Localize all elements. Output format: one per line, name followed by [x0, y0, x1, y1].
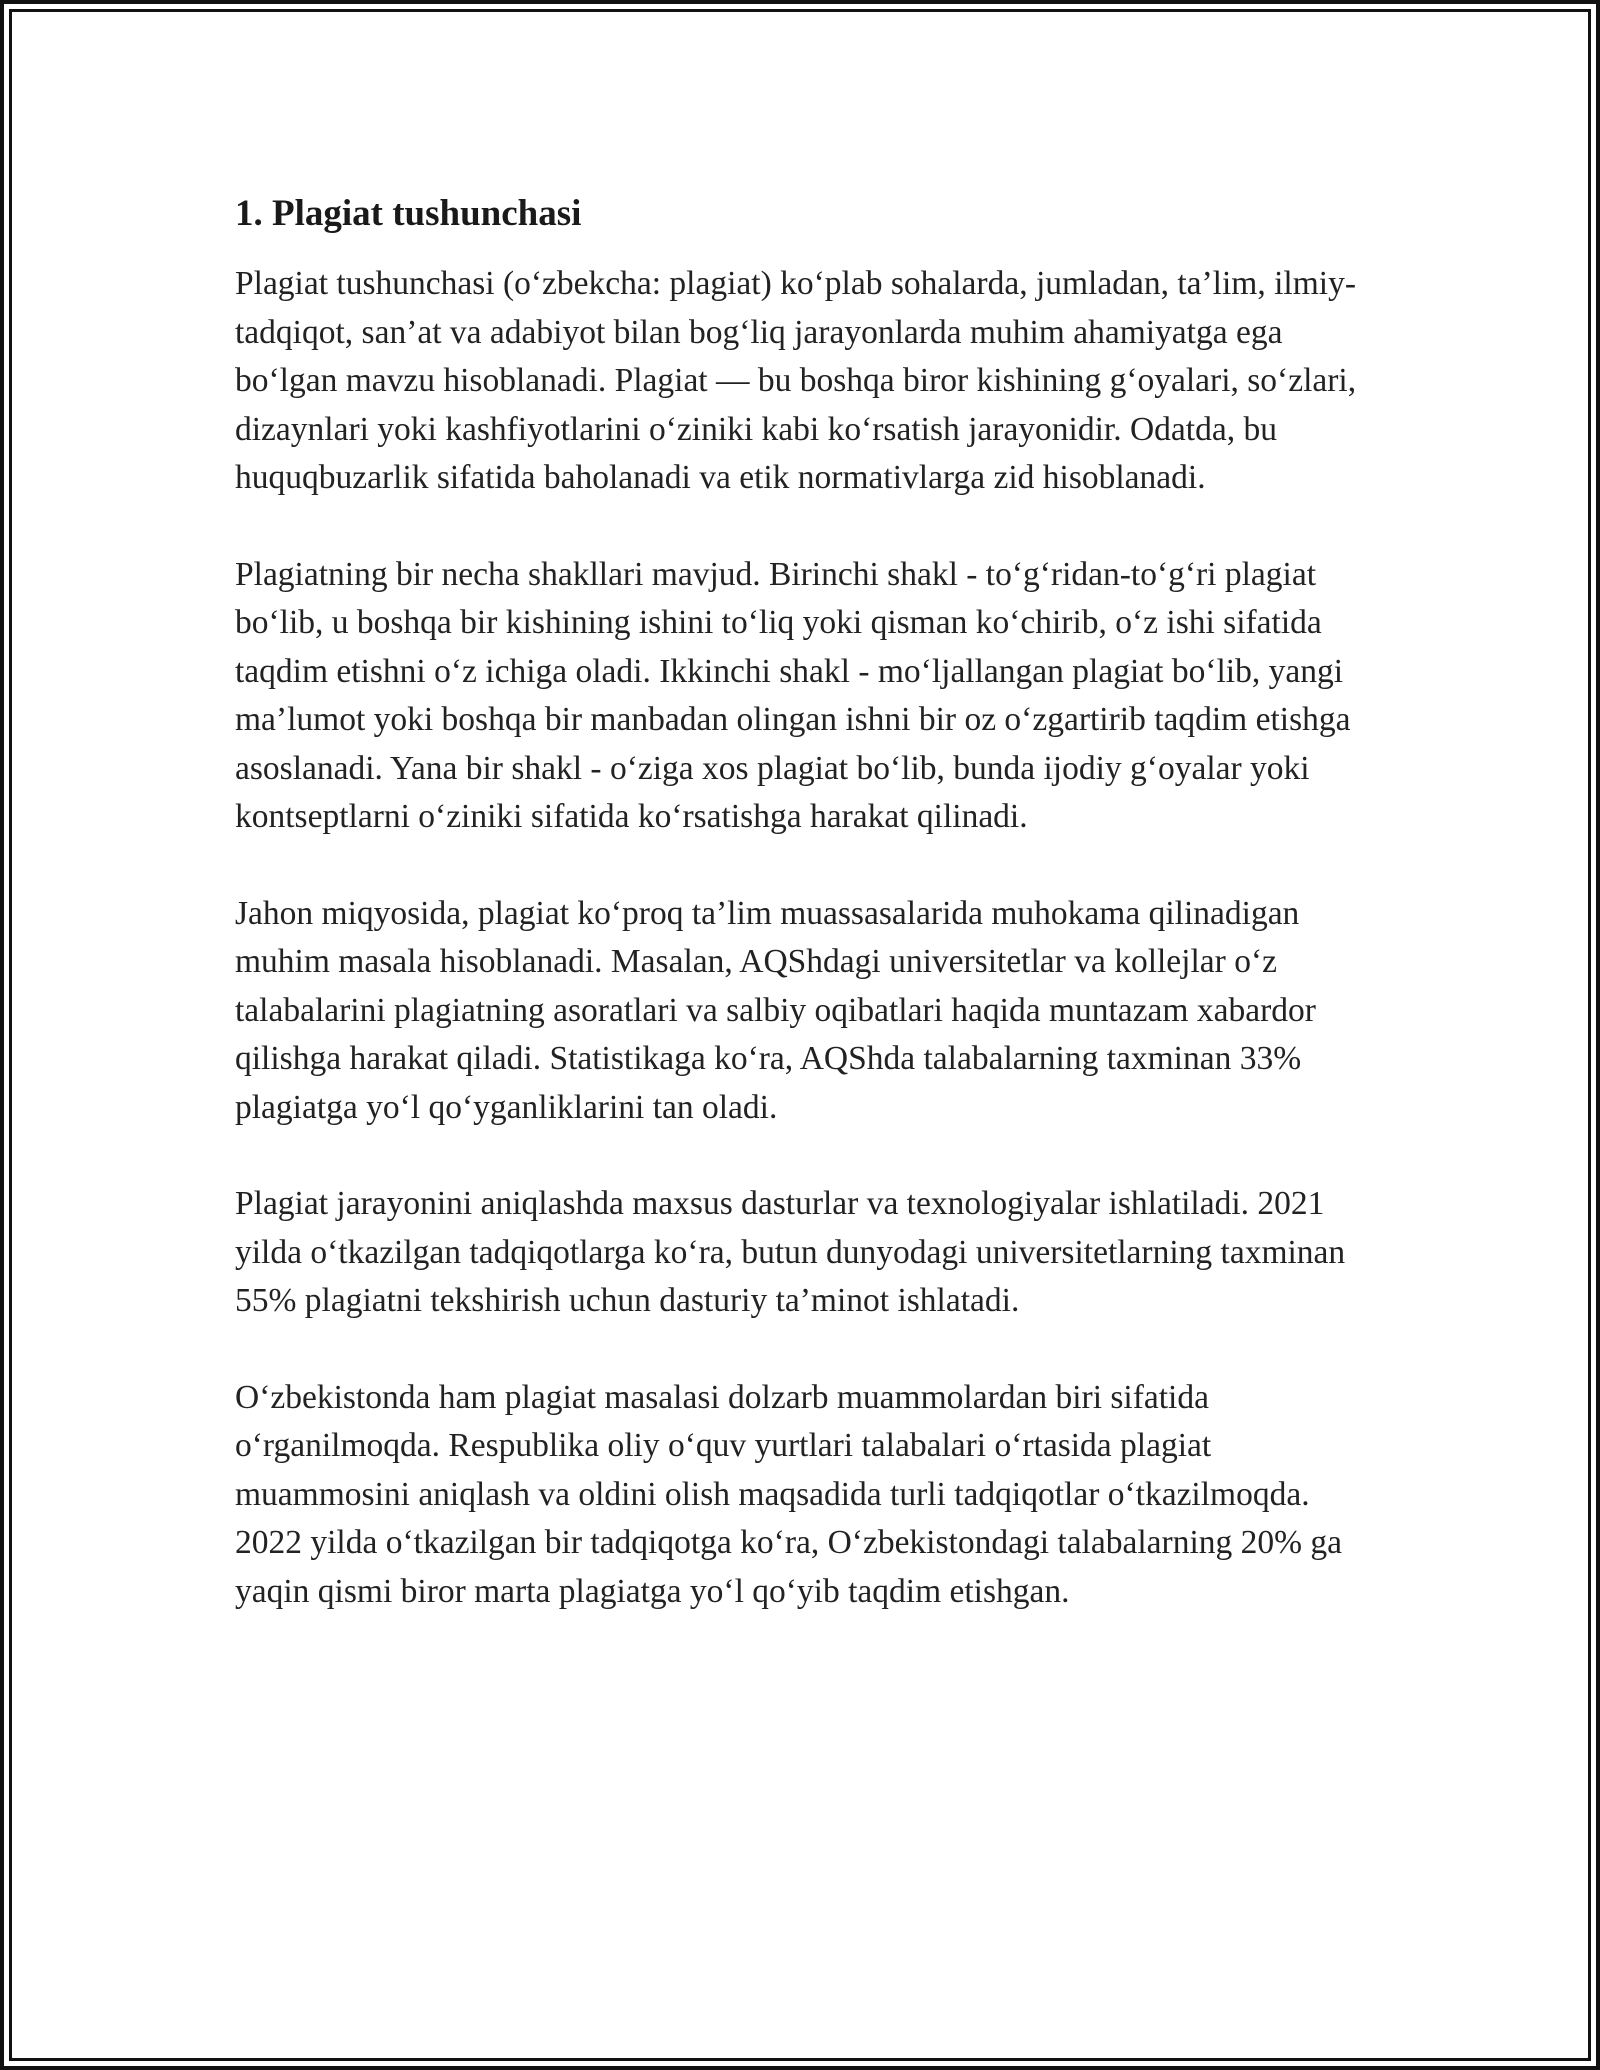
paragraph-forms: Plagiatning bir necha shakllari mavjud. Birinchi shakl - to‘g‘ridan-to‘g‘ri plagiat bo‘lib, u boshqa bir kishining ishini to‘liq yoki qisman ko‘chirib, o‘z ishi sifatida taqdim etishni o‘z ichiga oladi. Ikkinchi shakl - mo‘ljallangan plagiat bo‘lib, yangi ma’lumot yoki boshqa bir manbadan olingan ishni bir oz o‘zgartirib taqdim etishga asoslanadi. Yana bir shakl - o‘ziga xos plagiat bo‘lib, bunda ijodiy g‘oyalar yoki kontseptlarni o‘ziniki sifatida ko‘rsatishga harakat qilinadi. — [235, 555, 1351, 835]
paragraph-global: Jahon miqyosida, plagiat ko‘proq ta’lim muassasalarida muhokama qilinadigan muhim masala hisoblanadi. Masalan, AQShdagi universitetlar va kollejlar o‘z talabalarini plagiatning asoratlari va salbiy oqibatlari haqida muntazam xabardor qilishga harakat qiladi. Statistikaga ko‘ra, AQShda talabalarning taxminan 33% plagiatga yo‘l qo‘yganliklarini tan oladi. — [235, 894, 1316, 1126]
paragraph-detection: Plagiat jarayonini aniqlashda maxsus dasturlar va texnologiyalar ishlatiladi. 2021 yilda o‘tkazilgan tadqiqotlarga ko‘ra, butun dunyodagi universitetlarning taxminan 55% plagiatni tekshirish uchun dasturiy ta’minot ishlatadi. — [235, 1185, 1346, 1319]
paragraph-uzbekistan: O‘zbekistonda ham plagiat masalasi dolzarb muammolardan biri sifatida o‘rganilmoqda. Respublika oliy o‘quv yurtlari talabalari o‘rtasida plagiat muammosini aniqlash va oldini olish maqsadida turli tadqiqotlar o‘tkazilmoqda. 2022 yilda o‘tkazilgan bir tadqiqotga ko‘ra, O‘zbekistondagi talabalarning 20% ga yaqin qismi biror marta plagiatga yo‘l qo‘yib taqdim etishgan. — [235, 1378, 1343, 1610]
document-body — [235, 188, 1375, 1664]
paragraph-definition: Plagiat tushunchasi (o‘zbekcha: plagiat) ko‘plab sohalarda, jumladan, ta’lim, ilmiy-tadqiqot, san’at va adabiyot bilan bog‘liq jarayonlarda muhim ahamiyatga ega bo‘lgan mavzu hisoblanadi. Plagiat — bu boshqa biror kishining g‘oyalari, so‘zlari, dizaynlari yoki kashfiyotlarini o‘ziniki kabi ko‘rsatish jarayonidir. Odatda, bu huquqbuzarlik sifatida baholanadi va etik normativlarga zid hisoblanadi. — [235, 265, 1357, 496]
section-heading: 1. Plagiat tushunchasi — [235, 193, 582, 234]
